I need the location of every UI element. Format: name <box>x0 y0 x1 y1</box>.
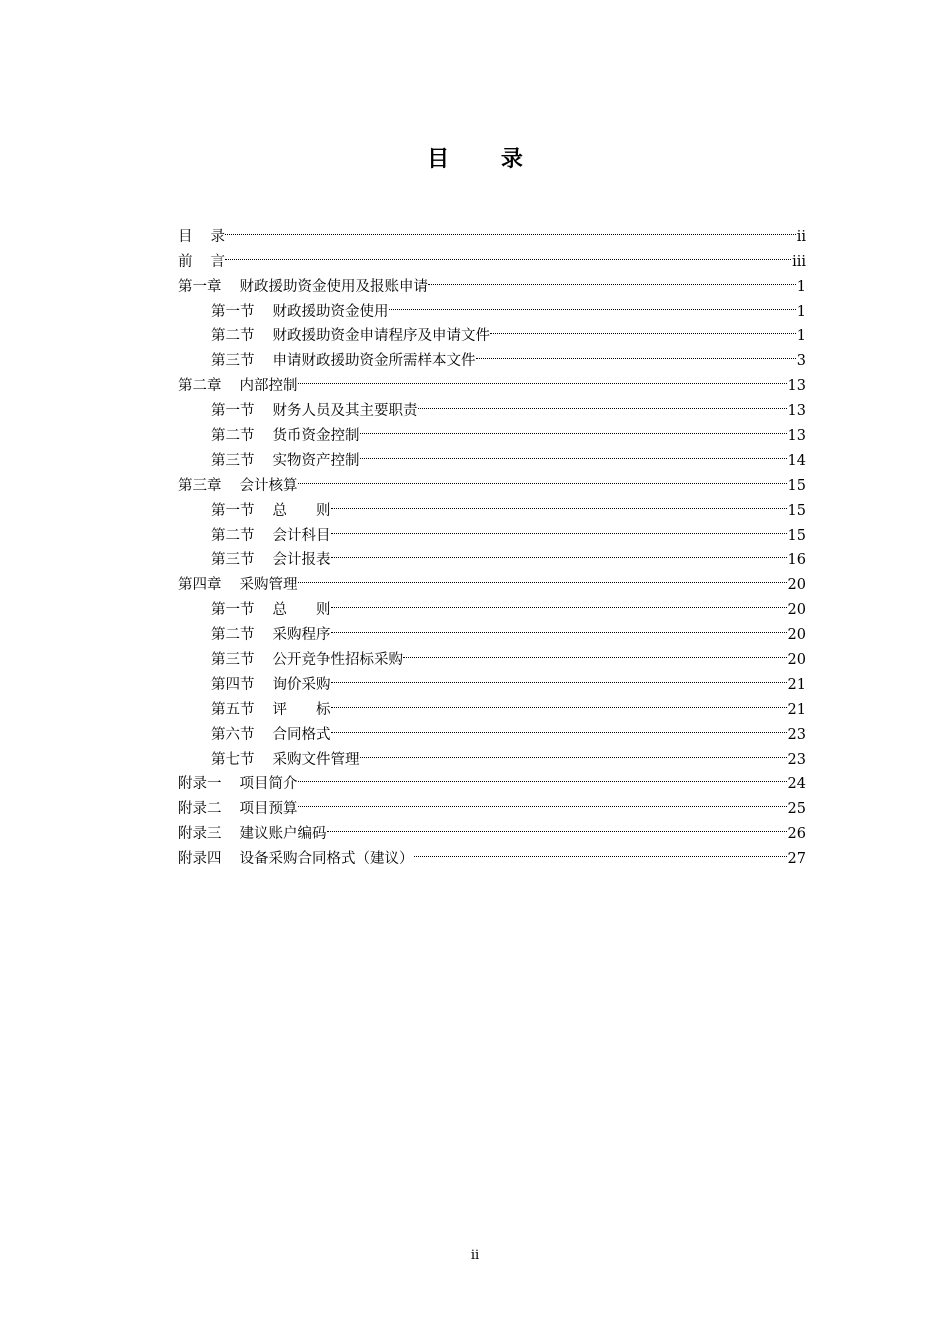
toc-entry-number: 第七节 <box>211 751 255 768</box>
toc-dot-leader <box>331 664 788 689</box>
toc-entry-label <box>211 723 331 748</box>
toc-entry-label <box>211 623 331 648</box>
toc-entry-label <box>178 847 414 872</box>
toc-entry-label <box>178 573 298 598</box>
toc-entry-page: 16 <box>787 552 806 569</box>
toc-dot-leader <box>298 764 788 789</box>
toc-dot-leader <box>490 316 797 341</box>
toc-entry-page: 13 <box>787 403 806 420</box>
toc-entry-number: 第二节 <box>211 527 255 544</box>
toc-entry-page: 27 <box>787 851 806 868</box>
toc-entry[interactable] <box>178 241 806 270</box>
toc-entry-title: 货币资金控制 <box>272 428 360 445</box>
toc-entry-title: 会计核算 <box>239 477 298 494</box>
page-number: ii <box>470 1248 480 1263</box>
toc-entry-title: 会计报表 <box>272 552 331 569</box>
toc-entry-page: 26 <box>787 826 806 843</box>
toc-entry-title: 财政援助资金使用 <box>272 303 389 320</box>
toc-entry-title: 合同格式 <box>272 726 331 743</box>
toc-dot-leader <box>327 813 788 838</box>
toc-entry-number: 前 <box>178 253 193 270</box>
toc-entry[interactable] <box>178 216 806 245</box>
toc-entry-number: 第三节 <box>211 652 255 669</box>
toc-entry-title: 询价采购 <box>272 676 331 693</box>
toc-entry-number: 第一节 <box>211 602 255 619</box>
toc-dot-leader <box>331 490 788 515</box>
toc-entry-number: 第三节 <box>211 552 255 569</box>
toc-entry-title: 总 则 <box>272 602 331 619</box>
toc-entry-title: 会计科目 <box>272 527 331 544</box>
toc-dot-leader <box>225 216 797 241</box>
toc-dot-leader <box>331 515 788 540</box>
toc-dot-leader <box>418 390 788 415</box>
toc-entry-label <box>211 300 389 325</box>
toc-entry-number: 目 <box>178 228 193 245</box>
toc-entry-number: 第三章 <box>178 477 222 494</box>
toc-entry-title: 财政援助资金使用及报账申请 <box>239 278 428 295</box>
toc-entry-number: 第一节 <box>211 403 255 420</box>
toc-entry-label <box>211 598 331 623</box>
toc-entry-title: 总 则 <box>272 502 331 519</box>
toc-entry[interactable] <box>178 266 806 295</box>
toc-entry-title: 评 标 <box>272 701 331 718</box>
toc-entry-label <box>211 524 331 549</box>
toc-dot-leader <box>414 838 788 863</box>
toc-entry-label <box>178 250 225 275</box>
page-title: 目 录 <box>427 147 545 172</box>
toc-entry-title: 项目预算 <box>239 801 298 818</box>
toc-entry-page: 20 <box>787 602 806 619</box>
toc-entry-page: 15 <box>787 477 806 494</box>
toc-entry-number: 附录二 <box>178 801 222 818</box>
toc-entry-label <box>211 499 331 524</box>
toc-entry-page: 1 <box>796 303 806 320</box>
toc-entry-number: 附录三 <box>178 826 222 843</box>
toc-entry-label <box>211 324 490 349</box>
toc-entry-number: 第二章 <box>178 378 222 395</box>
toc-entry-page: 14 <box>787 452 806 469</box>
toc-entry-number: 第四节 <box>211 676 255 693</box>
toc-dot-leader <box>331 714 788 739</box>
toc-entry-title: 建议账户编码 <box>239 826 327 843</box>
toc-entry-number: 第二节 <box>211 428 255 445</box>
toc-dot-leader <box>298 365 788 390</box>
toc-dot-leader <box>360 415 788 440</box>
toc-dot-leader <box>389 291 797 316</box>
toc-entry-number: 附录四 <box>178 851 222 868</box>
toc-entry-page: 20 <box>787 627 806 644</box>
toc-dot-leader <box>360 440 788 465</box>
toc-entry-label <box>211 424 360 449</box>
toc-entry-label <box>211 673 331 698</box>
toc-entry-label <box>178 772 298 797</box>
toc-entry-page: 23 <box>787 751 806 768</box>
table-of-contents <box>178 216 806 868</box>
toc-entry-page: 20 <box>787 577 806 594</box>
toc-entry-page: 1 <box>796 278 806 295</box>
toc-entry-page: 1 <box>796 328 806 345</box>
toc-entry-title: 财务人员及其主要职责 <box>272 403 418 420</box>
toc-dot-leader <box>298 564 788 589</box>
toc-entry-title: 设备采购合同格式（建议） <box>239 851 414 868</box>
toc-entry-number: 第一章 <box>178 278 222 295</box>
toc-dot-leader <box>298 465 788 490</box>
toc-dot-leader <box>476 340 797 365</box>
toc-entry-page: 24 <box>787 776 806 793</box>
toc-dot-leader <box>331 614 788 639</box>
toc-entry-page: 15 <box>787 527 806 544</box>
toc-entry-number: 第六节 <box>211 726 255 743</box>
toc-entry-title: 公开竞争性招标采购 <box>272 652 403 669</box>
toc-entry-title: 内部控制 <box>239 378 298 395</box>
toc-entry-label <box>178 474 298 499</box>
toc-entry-title: 采购程序 <box>272 627 331 644</box>
toc-dot-leader <box>225 241 792 266</box>
toc-dot-leader <box>360 739 788 764</box>
toc-entry-label <box>178 822 327 847</box>
toc-entry-number: 第五节 <box>211 701 255 718</box>
toc-entry-title: 采购管理 <box>239 577 298 594</box>
toc-entry-title: 采购文件管理 <box>272 751 360 768</box>
toc-entry-title: 财政援助资金申请程序及申请文件 <box>272 328 490 345</box>
toc-dot-leader <box>403 639 788 664</box>
toc-entry-number: 第三节 <box>211 353 255 370</box>
toc-entry-title: 申请财政援助资金所需样本文件 <box>272 353 476 370</box>
toc-dot-leader <box>298 788 788 813</box>
toc-entry-number: 第二节 <box>211 627 255 644</box>
toc-entry-title: 实物资产控制 <box>272 452 360 469</box>
toc-entry-page: 13 <box>787 378 806 395</box>
toc-entry-page: 15 <box>787 502 806 519</box>
toc-dot-leader <box>331 689 788 714</box>
toc-entry-page: ii <box>796 228 806 245</box>
toc-entry-label <box>178 225 225 250</box>
toc-dot-leader <box>331 589 788 614</box>
toc-dot-leader <box>331 540 788 565</box>
toc-entry-label <box>178 797 298 822</box>
toc-entry-title: 言 <box>210 253 225 270</box>
toc-entry-title: 录 <box>210 228 225 245</box>
toc-entry-label <box>178 374 298 399</box>
toc-entry-page: 21 <box>787 701 806 718</box>
toc-entry-page: 13 <box>787 428 806 445</box>
toc-entry-label <box>211 698 331 723</box>
toc-entry-number: 附录一 <box>178 776 222 793</box>
toc-entry-number: 第四章 <box>178 577 222 594</box>
toc-entry-page: 23 <box>787 726 806 743</box>
toc-entry-page: iii <box>792 253 806 270</box>
toc-entry-page: 21 <box>787 676 806 693</box>
toc-entry-number: 第三节 <box>211 452 255 469</box>
toc-entry-title: 项目简介 <box>239 776 298 793</box>
toc-entry-number: 第一节 <box>211 502 255 519</box>
toc-entry-page: 20 <box>787 652 806 669</box>
toc-entry-page: 3 <box>796 353 806 370</box>
toc-entry-page: 25 <box>787 801 806 818</box>
toc-dot-leader <box>428 266 797 291</box>
toc-entry-number: 第二节 <box>211 328 255 345</box>
toc-entry-number: 第一节 <box>211 303 255 320</box>
